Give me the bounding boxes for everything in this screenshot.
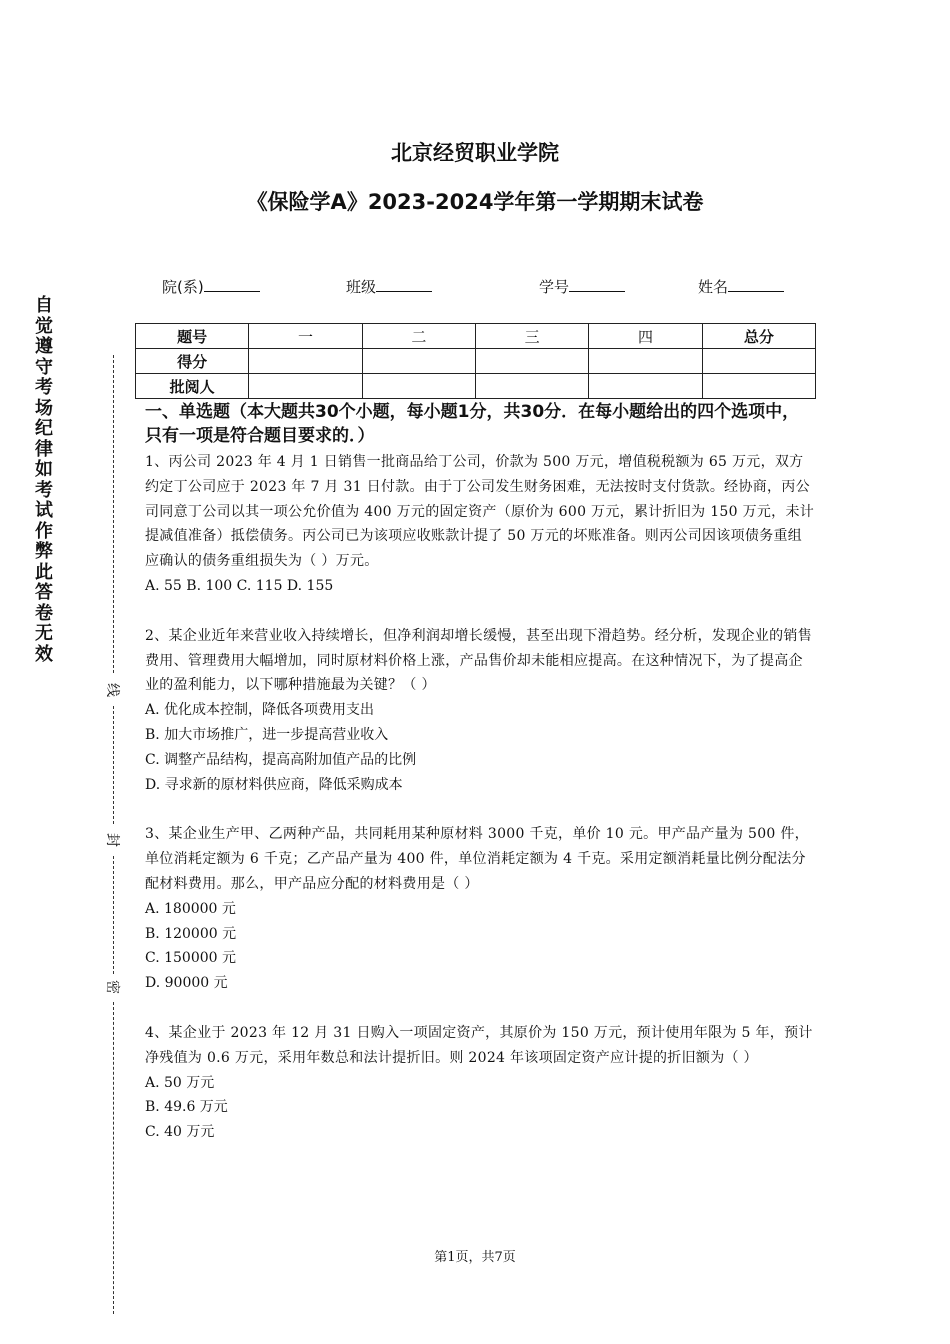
grader-cell bbox=[702, 374, 815, 399]
grader-cell bbox=[249, 374, 362, 399]
score-cell bbox=[362, 349, 475, 374]
department-blank bbox=[204, 277, 260, 292]
question-option: B. 120000 元 bbox=[145, 925, 237, 942]
score-cell bbox=[702, 349, 815, 374]
score-cell bbox=[589, 349, 702, 374]
header-cell: 一 bbox=[249, 324, 362, 349]
question-option: D. 寻求新的原材料供应商，降低采购成本 bbox=[145, 776, 403, 793]
class-blank bbox=[376, 277, 432, 292]
question-3 bbox=[145, 822, 815, 996]
header-cell: 题号 bbox=[136, 324, 249, 349]
department-field bbox=[162, 276, 260, 297]
header-cell: 四 bbox=[589, 324, 702, 349]
question-option: A. 优化成本控制，降低各项费用支出 bbox=[145, 702, 375, 719]
department-label: 院(系) bbox=[162, 278, 204, 296]
class-field bbox=[346, 276, 432, 297]
seal-line-segment bbox=[113, 1002, 114, 1314]
question-text: 1、丙公司 2023 年 4 月 1 日销售一批商品给丁公司，价款为 500 万元，增值税税额为 65 万元，双方约定丁公司应于 2023 年 7 月 31 日付款。由于丁公司发生财务困难，无法按时支付货款。经协商，丙公司同意丁公司以其一项公允价值为 400 万元的固定资产（原价为 600 万元，累计折旧为 150 万元，未计提减值准备）抵偿债务。丙公司已为该项应收账款计提了 50 万元的坏账准备。则丙公司因该项债务重组应确认的债务重组损失为（ ）万元。 bbox=[145, 454, 815, 570]
class-label: 班级 bbox=[346, 278, 377, 296]
question-text: 3、某企业生产甲、乙两种产品，共同耗用某种原材料 3000 千克，单价 10 元。甲产品产量为 500 件，单位消耗定额为 6 千克；乙产品产量为 400 件，单位消耗定额为 4 千克。采用定额消耗量比例分配法分配材料费用。那么，甲产品应分配的材料费用是（ ） bbox=[145, 826, 809, 892]
grader-row bbox=[136, 374, 816, 399]
grader-cell bbox=[589, 374, 702, 399]
question-option: A. 180000 元 bbox=[145, 900, 236, 917]
exam-content bbox=[145, 400, 815, 1170]
row-label: 批阅人 bbox=[136, 374, 249, 399]
seal-char-seal: 封 bbox=[103, 832, 123, 848]
exam-discipline-notice: 自觉遵守考场纪律如考试作弊此答卷无效 bbox=[35, 295, 53, 665]
name-field bbox=[698, 276, 784, 297]
question-option: B. 加大市场推广，进一步提高营业收入 bbox=[145, 726, 389, 743]
question-option: A. 55 B. 100 C. 115 D. 155 bbox=[145, 577, 334, 594]
question-option: C. 40 万元 bbox=[145, 1124, 215, 1141]
student-id-field bbox=[539, 276, 625, 297]
page-number: 第1页，共7页 bbox=[434, 1250, 516, 1265]
question-option: C. 150000 元 bbox=[145, 950, 237, 967]
question-option: A. 50 万元 bbox=[145, 1074, 215, 1091]
score-cell bbox=[249, 349, 362, 374]
question-1 bbox=[145, 450, 815, 599]
grader-cell bbox=[475, 374, 588, 399]
score-cell bbox=[475, 349, 588, 374]
question-option: B. 49.6 万元 bbox=[145, 1099, 228, 1116]
question-option: D. 90000 元 bbox=[145, 975, 228, 992]
student-id-blank bbox=[569, 277, 625, 292]
header-cell: 总分 bbox=[702, 324, 815, 349]
seal-line-segment bbox=[113, 355, 114, 673]
score-table-header-row bbox=[136, 324, 816, 349]
grader-cell bbox=[362, 374, 475, 399]
question-4 bbox=[145, 1021, 815, 1145]
question-2 bbox=[145, 624, 815, 798]
exam-title: 《保险学A》2023-2024学年第一学期期末试卷 bbox=[246, 190, 704, 214]
seal-line-segment bbox=[113, 856, 114, 974]
seal-char-secret: 密 bbox=[103, 979, 123, 995]
seal-char-line: 线 bbox=[103, 682, 123, 698]
student-id-label: 学号 bbox=[539, 278, 570, 296]
score-table bbox=[135, 323, 816, 399]
section-heading: 一、单选题（本大题共30个小题，每小题1分，共30分．在每小题给出的四个选项中，只有一项是符合题目要求的．） bbox=[145, 402, 800, 446]
name-blank bbox=[728, 277, 784, 292]
name-label: 姓名 bbox=[698, 278, 729, 296]
seal-line-segment bbox=[113, 706, 114, 824]
school-title: 北京经贸职业学院 bbox=[391, 141, 559, 165]
score-row bbox=[136, 349, 816, 374]
question-option: C. 调整产品结构，提高高附加值产品的比例 bbox=[145, 751, 417, 768]
row-label: 得分 bbox=[136, 349, 249, 374]
question-text: 2、某企业近年来营业收入持续增长，但净利润却增长缓慢，甚至出现下滑趋势。经分析，发现企业的销售费用、管理费用大幅增加，同时原材料价格上涨，产品售价却未能相应提高。在这种情况下，为了提高企业的盈利能力，以下哪种措施最为关键？（ ） bbox=[145, 627, 813, 694]
question-text: 4、某企业于 2023 年 12 月 31 日购入一项固定资产，其原价为 150 万元，预计使用年限为 5 年，预计净残值为 0.6 万元，采用年数总和法计提折旧。则 2024 年该项固定资产应计提的折旧额为（ ） bbox=[145, 1024, 813, 1066]
header-cell: 三 bbox=[475, 324, 588, 349]
header-cell: 二 bbox=[362, 324, 475, 349]
